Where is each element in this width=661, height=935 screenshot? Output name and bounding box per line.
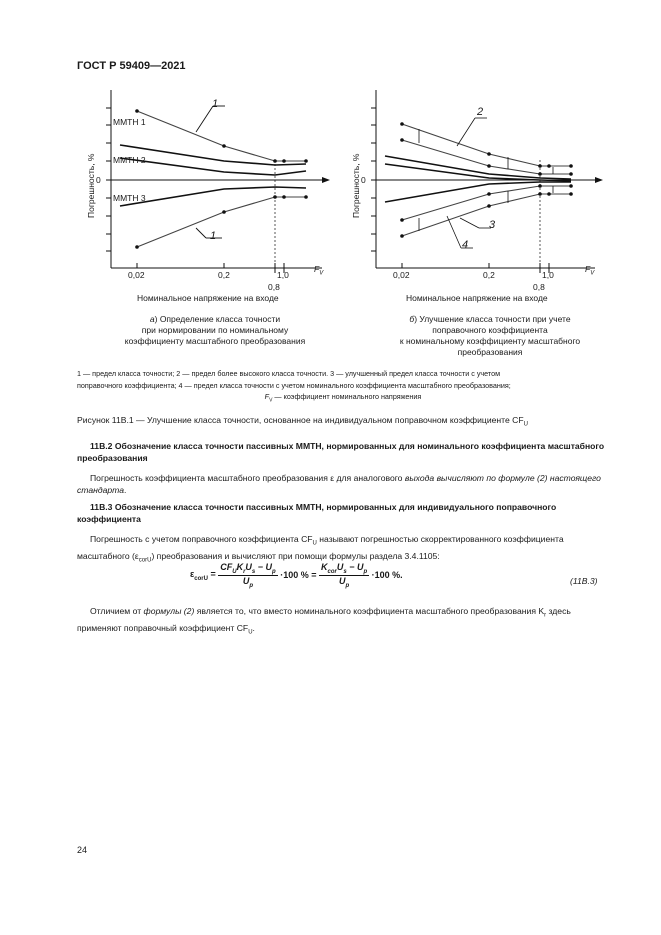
callout-2: 2 [477, 106, 484, 118]
heading-11b2: 11В.2 Обозначение класса точности пассивных ММТН, нормированных для номинального коэффициента масштабного преобразования [77, 441, 605, 463]
callout-1-bottom: 1 [210, 230, 217, 242]
y-axis-label-right: Погрешность, % [351, 153, 361, 218]
x-symbol-right: $F_V$ [585, 264, 595, 277]
x-tick-002-right: 0,02 [393, 270, 410, 280]
formula-11b3: $\varepsilon_{corU}$ = $CF_UK_rU_s - U_p$ $U_p$ ·100 % = $K_{cor}U_s - U_p$ $U_p$ ·100 %. [190, 562, 403, 589]
x-tick-02-right: 0,2 [483, 270, 495, 280]
x-axis-label-left: Номинальное напряжение на входе [137, 293, 279, 303]
chart-right [365, 88, 610, 283]
callout-1-top: 1 [212, 98, 219, 110]
figure-caption: Рисунок 11В.1 — Улучшение класса точности, основанное на индивидуальном поправочном коэффициенте $CF_U$ [77, 415, 528, 428]
limit-4-lower [402, 194, 571, 236]
y-axis-label-left: Погрешность, % [86, 153, 96, 218]
limit-3-lower [402, 186, 571, 220]
heading-11b3: 11В.3 Обозначение класса точности пассивных ММТН, нормированных для индивидуального поправочного коэффициента [77, 502, 557, 524]
page-number: 24 [77, 845, 88, 855]
para-11b3-1: Погрешность с учетом поправочного коэффициента $CF_U$ называют погрешностью скорректированного коэффициента масштабного $(\varepsilon_{corU})$ преобразования и вычисляют при помощи формулы раздела 3.4.1105: [77, 534, 564, 564]
x-tick-08-left: 0,8 [268, 282, 280, 292]
y-zero-left: 0 [96, 175, 101, 185]
x-tick-002-left: 0,02 [128, 270, 145, 280]
label-mmtn1: ММТН 1 [113, 117, 146, 127]
para-11b3-2: Отличием от формулы (2) является то, что вместо номинального коэффициента масштабного преобразования $K_r$ здесь применяют поправочный коэффициент $CF_U$. [77, 606, 571, 636]
label-mmtn3: ММТН 3 [113, 193, 146, 203]
x-tick-10-left: 1,0 [277, 270, 289, 280]
figure-legend: 1 — предел класса точности; 2 — предел более высокого класса точности. 3 — улучшенный предел класса точности с учетом поправочного коэффициента; 4 — предел класса точности с учетом номинального коэффициента масштабного преобразования; $F_V$ — коэффициент номинального напряжения [77, 369, 511, 404]
x-tick-10-right: 1,0 [542, 270, 554, 280]
limit-4-upper [402, 124, 571, 166]
limit-1-upper [137, 111, 306, 161]
x-symbol-left: $F_V$ [314, 264, 324, 277]
x-tick-02-left: 0,2 [218, 270, 230, 280]
limit-1-lower [137, 197, 306, 247]
callout-4: 4 [462, 239, 469, 251]
formula-number: (11В.3) [570, 576, 598, 586]
y-zero-right: 0 [361, 175, 366, 185]
caption-right: б) Улучшение класса точности при учете поправочного коэффициента к номинальному коэффициенту масштабного преобразования [399, 314, 581, 357]
x-axis-label-right: Номинальное напряжение на входе [406, 293, 548, 303]
label-mmtn2: ММТН 2 [113, 155, 146, 165]
standard-title: ГОСТ Р 59409—2021 [77, 60, 186, 72]
caption-left: а) Определение класса точности при нормировании по номинальному коэффициенту масштабного преобразования [124, 314, 306, 346]
x-tick-08-right: 0,8 [533, 282, 545, 292]
callout-3: 3 [489, 219, 496, 231]
para-11b2: Погрешность коэффициента масштабного преобразования ε для аналогового выхода вычисляют по формуле (2) настоящего стандарта. [77, 473, 601, 495]
